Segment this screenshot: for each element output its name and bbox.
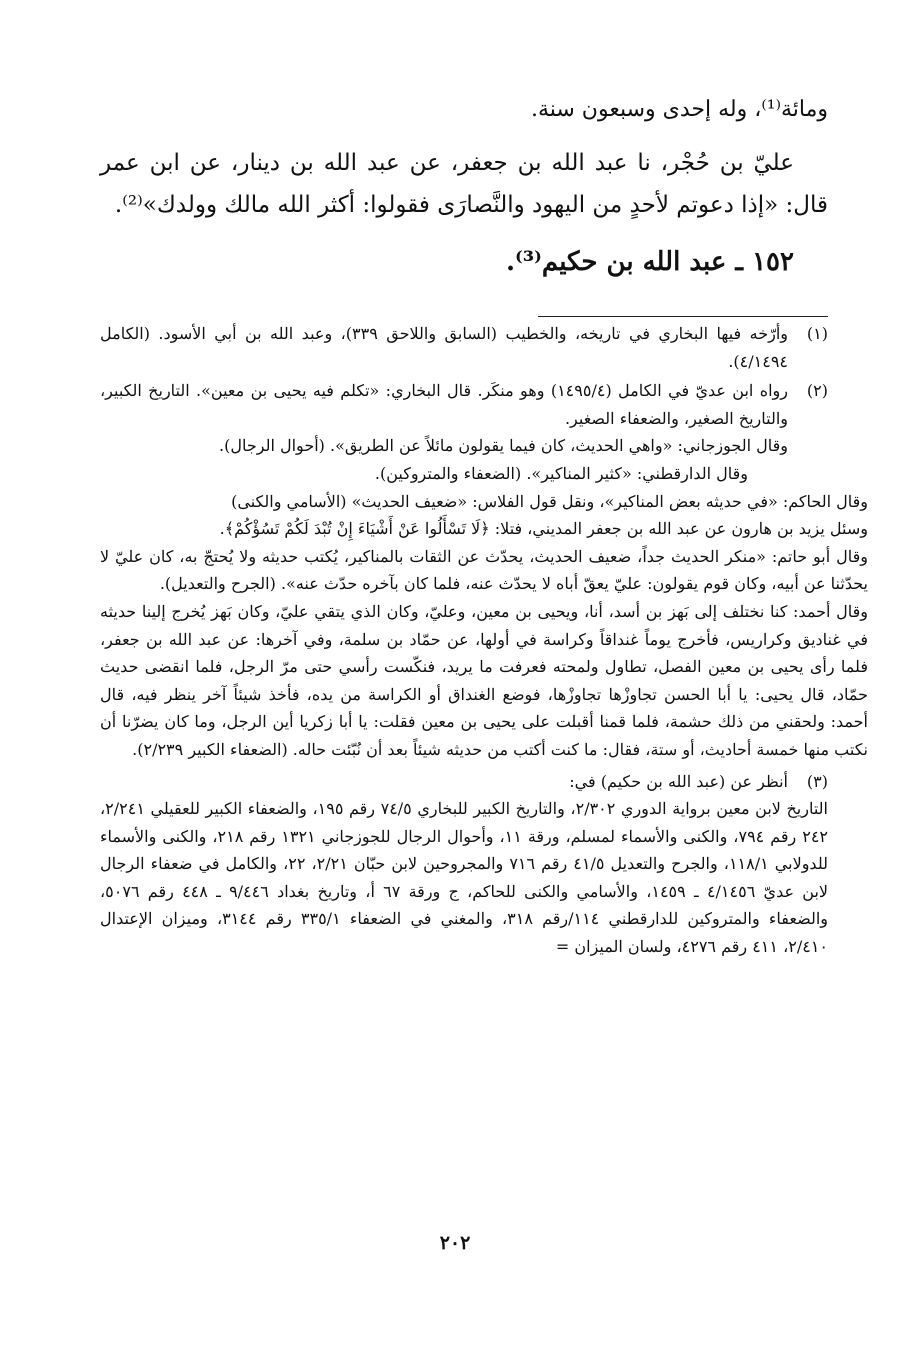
footnote-3-continued: [100, 795, 828, 961]
footnote-number: (١): [806, 324, 828, 343]
footnote-3: [100, 768, 828, 796]
footnotes: [100, 320, 869, 961]
footnote-body: [100, 768, 788, 796]
main-text: [100, 90, 828, 284]
page-number: ٢٠٢: [439, 1232, 471, 1254]
footnote-paragraph: أنظر عن (عبد الله بن حكيم) في:: [569, 771, 788, 791]
footnote-paragraph: وأرّخه فيها البخاري في تاريخه، والخطيب (السابق واللاحق ٣٣٩)، وعبد الله بن أبي الأسود. (الكامل ٤/١٤٩٤).: [100, 324, 788, 371]
hadith-paragraph: عليّ بن حُجْر، نا عبد الله بن جعفر، عن عبد الله بن دينار، عن ابن عمر قال: «إذا دعوتم لأحدٍ من اليهود والنَّصارَى فقولوا: أكثر الله مالك وولدك»⁽²⁾.: [100, 150, 828, 218]
footnote-number: (٣): [806, 771, 828, 791]
continuation-line: ومائة⁽¹⁾، وله إحدى وسبعون سنة.: [530, 97, 828, 122]
footnote-paragraph: وقال أحمد: كنا نختلف إلى بَهز بن أسد، أنا، ويحيى بن معين، وعليّ، وكان الذي يتقي عليّ، وكان بَهز يُخرج إلينا حديثه في غناديق وكراريس، فأخرج يوماً غنداقاً وكراسة في أولها، عن حمّاد بن سلمة، وفي آخرها: عن عبد الله بن جعفر، فلما رأى يحيى بن معين الفصل، تطاول ولمحته فعرفت ما يريد، فنكّست رأسي حتى مرّ الرجل، فلما انقضى حديث حمّاد، قال يحيى: يا أبا الحسن تجاوزْها تجاوزْها، فوضع الغنداق أو الكراسة من يده، فأخذ شيئاً آخر ينظر فيه، قال أحمد: ولحقني من ذلك حشمة، فلما قمنا أقبلت على يحيى بن معين فقلت: يا أبا زكريا أين الرجل، وما كان يضرّنا أن نكتب منها خمسة أحاديث، أو ستة، فقال: ما كنت أكتب من حديثه شيئاً بعد أن نُبّئت حاله. (الضعفاء الكبير ٢/٢٣٩).: [100, 601, 869, 759]
footnote-paragraph: وقال الجوزجاني: «واهي الحديث، كان فيما يقولون مائلاً عن الطريق». (أحوال الرجال).: [219, 436, 788, 456]
footnote-body: [100, 377, 788, 487]
footnote-1: [100, 320, 828, 375]
footnote-paragraph: رواه ابن عديّ في الكامل (١٤٩٥/٤) وهو منكَر. قال البخاري: «تكلم فيه يحيى بن معين». التاريخ الكبير، والتاريخ الصغير، والضعفاء الصغير.: [100, 381, 789, 428]
footnote-paragraph: وقال الدارقطني: «كثير المناكير». (الضعفاء والمتروكين).: [374, 463, 748, 483]
footnote-paragraph: وسئل يزيد بن هارون عن عبد الله بن جعفر المديني، فتلا: ﴿لَا تَسْأَلُوا عَنْ أَشْيَاءَ إِنْ تُبْدَ لَكُمْ تَسُؤْكُمْ﴾.: [219, 519, 868, 539]
footnote-paragraph: التاريخ لابن معين برواية الدوري ٢/٣٠٢، والتاريخ الكبير للبخاري ٧٤/٥ رقم ١٩٥، والضعفاء الكبير للعقيلي ٢/٢٤١، ٢٤٢ رقم ٧٩٤، والكنى والأسماء لمسلم، ورقة ١١، وأحوال الرجال للجوزجاني ١٣٢١ رقم ٢١٨، والكنى والأسماء للدولابي ١١٨/١، والجرح والتعديل ٤١/٥ رقم ٧١٦ والمجروحين لابن حبّان ٢/٢١، ٢٢، والكامل في ضعفاء الرجال لابن عديّ ٤/١٤٥٦ ـ ١٤٥٩، والأسامي والكنى للحاكم، ج ورقة ٦٧ أ، وتاريخ بغداد ٩/٤٤٦ ـ ٤٤٨ رقم ٥٠٧٦، والضعفاء والمتروكين للدارقطني ١١٤/رقم ٣١٨، والمغني في الضعفاء ٣٣٥/١ رقم ٣١٤٤، وميزان الإعتدال ٢/٤١٠، ٤١١ رقم ٤٢٧٦، ولسان الميزان =: [100, 799, 829, 957]
footnote-2: [100, 377, 828, 487]
footnote-2-continued: [100, 488, 868, 764]
footnote-divider: [538, 316, 828, 317]
footnote-paragraph: وقال أبو حاتم: «منكر الحديث جداً، ضعيف الحديث، يحدّث عن الثقات بالمناكير، يُكتب حديثه ولا يُحتجّ به، كان عليّ لا يحدّثنا عن أبيه، وكان قوم يقولون: عليّ يعقّ أباه لا يحدّث عنه، فلما كان بآخره حدّث عنه». (الجرح والتعديل).: [100, 546, 868, 594]
entry-heading: ١٥٢ ـ عبد الله بن حكيم⁽³⁾.: [505, 247, 794, 277]
footnote-paragraph: وقال الحاكم: «في حديثه بعض المناكير»، ونقل قول الفلاس: «ضعيف الحديث» (الأسامي والكنى): [231, 491, 868, 511]
footnote-body: [100, 320, 788, 375]
footnote-number: (٢): [806, 381, 828, 401]
